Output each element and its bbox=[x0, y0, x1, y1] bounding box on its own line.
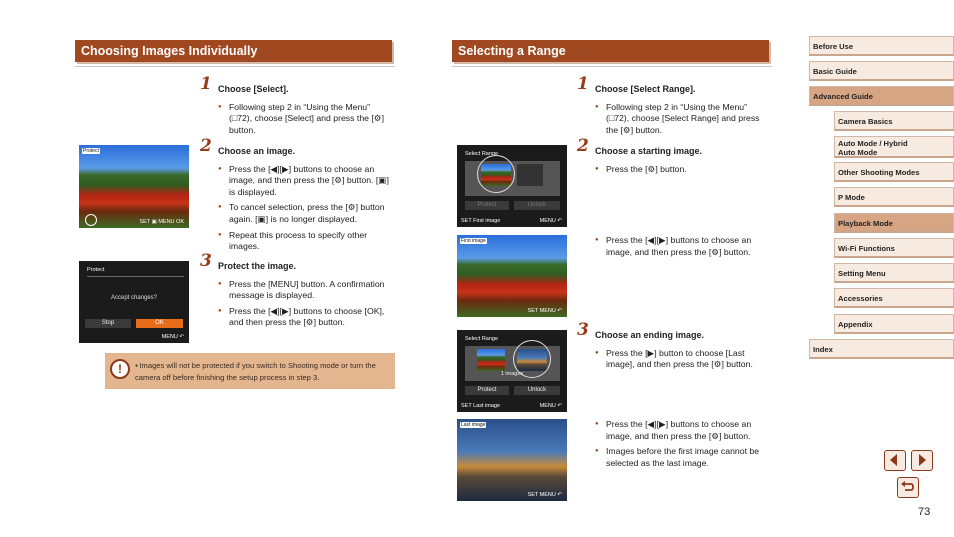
section-title-range: Selecting a Range bbox=[452, 40, 769, 62]
image-count: 1 images bbox=[500, 371, 524, 377]
step-heading: Choose a starting image. bbox=[595, 146, 703, 156]
step-number: 3 bbox=[200, 251, 212, 271]
step-number: 2 bbox=[200, 136, 212, 156]
left-step-3 bbox=[200, 251, 394, 333]
step-number: 1 bbox=[200, 74, 212, 94]
nav-appendix[interactable]: Appendix bbox=[834, 314, 954, 334]
nav-wifi-functions[interactable]: Wi-Fi Functions bbox=[834, 238, 954, 258]
right-step-3b bbox=[595, 419, 767, 473]
arrow-left-icon bbox=[885, 451, 904, 469]
return-page-button[interactable] bbox=[897, 477, 919, 498]
step-heading: Choose an ending image. bbox=[595, 330, 705, 340]
step-number: 1 bbox=[577, 74, 589, 94]
stop-button[interactable]: Stop bbox=[85, 319, 131, 328]
protect-button[interactable]: Protect bbox=[465, 201, 509, 210]
left-step-2 bbox=[200, 136, 394, 257]
step-heading: Protect the image. bbox=[218, 261, 297, 271]
protect-marker-icon bbox=[85, 214, 97, 226]
step-bullet: ● Following step 2 in “Using the Menu” (□72), choose [Select Range] and press the [⚙] button. bbox=[595, 102, 767, 137]
unlock-button[interactable]: Unlock bbox=[514, 201, 560, 210]
thumbnail-empty bbox=[517, 164, 543, 186]
page-number: 73 bbox=[918, 506, 931, 518]
step-bullet: ● Images before the first image cannot be selected as the last image. bbox=[595, 446, 767, 469]
nav-before-use[interactable]: Before Use bbox=[809, 36, 954, 56]
camera-screen-last-image bbox=[457, 419, 567, 501]
screen-footer: SET Last image bbox=[461, 403, 501, 409]
nav-playback-mode[interactable]: Playback Mode bbox=[834, 213, 954, 233]
step-heading: Choose [Select]. bbox=[218, 84, 289, 94]
step-bullet: ● Repeat this process to specify other images. bbox=[218, 230, 394, 253]
step-bullet: ● Press the [◀][▶] buttons to choose an image, and then press the [⚙] button. bbox=[595, 235, 767, 258]
section-rule bbox=[452, 66, 772, 67]
right-step-2 bbox=[577, 136, 767, 179]
right-step-1 bbox=[577, 74, 767, 140]
screen-footer-right: MENU ↶ bbox=[539, 403, 562, 409]
prev-page-button[interactable] bbox=[884, 450, 906, 471]
unlock-button[interactable]: Unlock bbox=[514, 386, 560, 395]
screen-label: Protect bbox=[83, 148, 99, 154]
section-title-individual: Choosing Images Individually bbox=[75, 40, 392, 62]
step-bullet: ● Following step 2 in “Using the Menu” (□72), choose [Select] and press the [⚙] button. bbox=[218, 102, 394, 137]
screen-label: Select Range bbox=[465, 151, 499, 157]
warning-text: ● Images will not be protected if you switch to Shooting mode or turn the camera off before finishing the setup process in step 3. bbox=[135, 360, 390, 384]
nav-accessories[interactable]: Accessories bbox=[834, 288, 954, 308]
screen-label: Protect bbox=[87, 267, 105, 273]
screen-label: Select Range bbox=[465, 336, 499, 342]
arrow-right-icon bbox=[912, 451, 931, 469]
left-step-1 bbox=[200, 74, 394, 140]
step-bullet: ● Press the [⚙] button. bbox=[595, 164, 767, 176]
warning-note bbox=[105, 353, 395, 389]
nav-auto-mode[interactable] bbox=[834, 136, 954, 158]
camera-screen-select-range-last bbox=[457, 330, 567, 412]
nav-p-mode[interactable]: P Mode bbox=[834, 187, 954, 207]
nav-basic-guide[interactable]: Basic Guide bbox=[809, 61, 954, 81]
thumbnail-first bbox=[477, 349, 505, 371]
right-step-3 bbox=[577, 320, 767, 375]
ok-button[interactable]: OK bbox=[136, 319, 183, 328]
step-bullet: ● Press the [◀][▶] buttons to choose [OK], and then press the [⚙] button. bbox=[218, 306, 394, 329]
nav-other-shooting-modes[interactable]: Other Shooting Modes bbox=[834, 162, 954, 182]
section-rule bbox=[75, 66, 395, 67]
nav-index[interactable]: Index bbox=[809, 339, 954, 359]
screen-footer: MENU ↶ bbox=[161, 334, 184, 340]
warning-icon: ! bbox=[110, 359, 130, 379]
screen-footer: SET MENU ↶ bbox=[527, 492, 562, 498]
step-bullet: ● Press the [◀][▶] buttons to choose an image, and then press the [⚙] button. [▣] is displayed. bbox=[218, 164, 394, 199]
step-number: 2 bbox=[577, 136, 589, 156]
return-icon bbox=[898, 478, 917, 496]
step-bullet: ● Press the [◀][▶] buttons to choose an image, and then press the [⚙] button. bbox=[595, 419, 767, 442]
screen-footer: SET MENU ↶ bbox=[527, 308, 562, 314]
screen-footer: SET ▣ MENU OK bbox=[139, 219, 184, 225]
selection-ring bbox=[477, 155, 515, 193]
right-step-2b bbox=[595, 235, 767, 262]
screen-footer-right: MENU ↶ bbox=[539, 218, 562, 224]
screen-label: Last image bbox=[461, 422, 486, 428]
step-number: 3 bbox=[577, 320, 589, 340]
next-page-button[interactable] bbox=[911, 450, 933, 471]
nav-setting-menu[interactable]: Setting Menu bbox=[834, 263, 954, 283]
nav-camera-basics[interactable]: Camera Basics bbox=[834, 111, 954, 131]
step-heading: Choose an image. bbox=[218, 146, 296, 156]
camera-screen-confirm bbox=[79, 261, 189, 343]
nav-advanced-guide[interactable]: Advanced Guide bbox=[809, 86, 954, 106]
step-bullet: ● Press the [▶] button to choose [Last image], and then press the [⚙] button. bbox=[595, 348, 767, 371]
step-heading: Choose [Select Range]. bbox=[595, 84, 696, 94]
nav-auto-mode-label: Auto Mode / Hybrid Auto Mode bbox=[838, 139, 908, 157]
camera-screen-first-image bbox=[457, 235, 567, 317]
screen-divider bbox=[87, 276, 184, 277]
step-bullet: ● Press the [MENU] button. A confirmation message is displayed. bbox=[218, 279, 394, 302]
screen-footer: SET First image bbox=[461, 218, 501, 224]
confirm-message: Accept changes? bbox=[110, 295, 158, 301]
screen-label: First image bbox=[461, 238, 486, 244]
step-bullet: ● To cancel selection, press the [⚙] button again. [▣] is no longer displayed. bbox=[218, 202, 394, 225]
camera-screen-select-range-first bbox=[457, 145, 567, 227]
camera-screen-select-image bbox=[79, 145, 189, 228]
protect-button[interactable]: Protect bbox=[465, 386, 509, 395]
